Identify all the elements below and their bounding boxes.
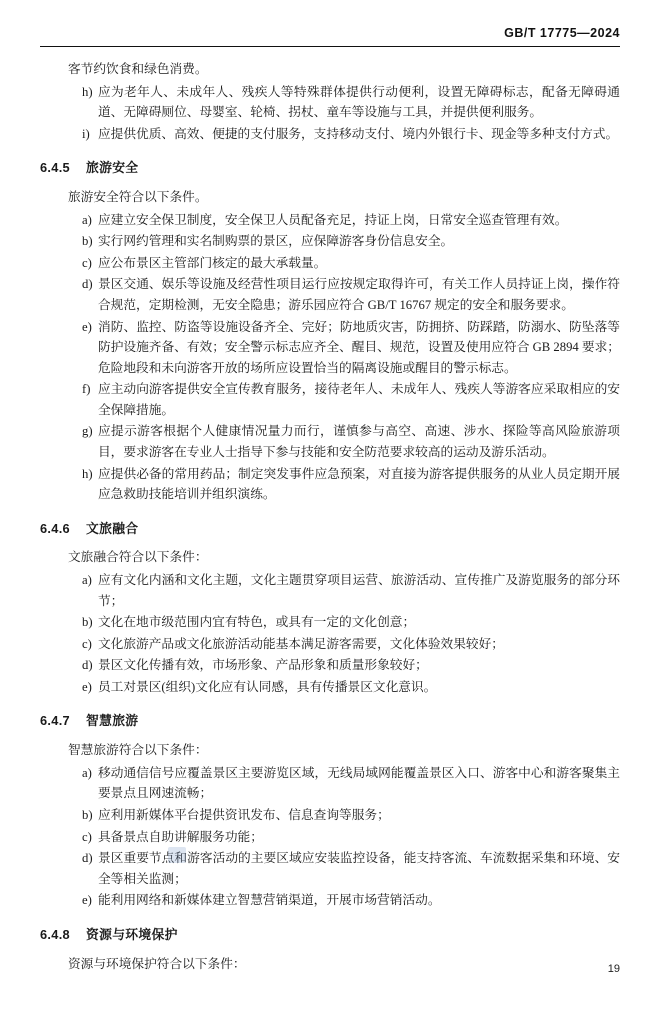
list-text: 文化旅游产品或文化旅游活动能基本满足游客需要，文化体验效果较好； [98,636,504,651]
list-marker: c) [82,255,92,270]
list-item [68,612,620,633]
section-title: 文旅融合 [86,520,139,536]
list-item [68,82,620,123]
list-text: 应主动向游客提供安全宣传教育服务，接待老年人、未成年人、残疾人等游客应采取相应的安全保障措施。 [98,382,620,417]
list-item [68,848,620,889]
list-item [68,464,620,505]
section-list-6-4-6 [68,570,620,697]
section-lead-6-4-7: 智慧旅游符合以下条件： [68,743,208,758]
list-text: 应建立安全保卫制度，安全保卫人员配备充足，持证上岗，日常安全巡查管理有效。 [98,212,568,227]
list-marker: d) [82,658,93,673]
list-marker: d) [82,851,93,866]
list-item [68,210,620,231]
list-text: 景区文化传播有效，市场形象、产品形象和质量形象较好； [98,658,428,673]
list-item [68,677,620,698]
list-item [68,890,620,911]
list-text: 应提示游客根据个人健康情况量力而行，谨慎参与高空、高速、涉水、探险等高风险旅游项目，要求游客在专业人士指导下参与技能和安全防范要求较高的运动及游乐活动。 [98,424,620,459]
continued-list [68,82,620,145]
list-marker: h) [82,84,93,99]
header-divider [40,46,620,47]
section-number: 6.4.5 [40,160,70,176]
list-text: 应提供必备的常用药品；制定突发事件应急预案，对直接为游客提供服务的从业人员定期开展应急救助技能培训并组织演练。 [98,466,620,502]
list-item [68,231,620,252]
section-lead-6-4-8: 资源与环境保护符合以下条件： [68,956,246,971]
list-marker: a) [82,573,92,587]
list-text: 应利用新媒体平台提供资讯发布、信息查询等服务； [98,807,390,822]
list-marker: g) [82,424,93,439]
list-marker: e) [82,893,92,908]
page-body [40,59,620,974]
standard-code: GB/T 17775—2024 [504,26,620,40]
list-item [68,124,620,145]
list-text: 员工对景区(组织)文化应有认同感，具有传播景区文化意识。 [98,679,437,694]
list-item [68,253,620,274]
list-marker: i) [82,126,90,141]
list-marker: e) [82,319,92,334]
page-number: 19 [607,963,620,975]
list-marker: c) [82,636,92,651]
section-lead-6-4-5: 旅游安全符合以下条件。 [68,190,208,205]
section-list-6-4-5 [68,210,620,505]
section-heading-6-4-7 [40,711,620,732]
list-marker: h) [82,466,93,481]
section-title: 旅游安全 [86,160,139,176]
list-text: 文化在地市级范围内宜有特色，或具有一定的文化创意； [98,615,416,630]
list-text: 具备景点自助讲解服务功能； [98,829,263,844]
page-header [40,26,620,40]
list-marker: f) [82,382,91,397]
list-item [68,421,620,462]
section-heading-6-4-5 [40,158,620,179]
section-lead-6-4-6: 文旅融合符合以下条件： [68,550,208,565]
section-list-6-4-7 [68,763,620,911]
continued-paragraph: 客节约饮食和绿色消费。 [68,62,208,76]
list-item [68,379,620,420]
list-text: 消防、监控、防盗等设施设备齐全、完好；防地质灾害，防拥挤、防踩踏，防溺水、防坠落等防护设施齐备、有效；安全警示标志应齐全、醒目、规范，设置及使用应符合 GB 2894 要求；危险地段和未向游客开放的场所应设置恰当的隔离设施或醒目的警示标志。 [98,319,620,375]
list-text: 景区重要节点和游客活动的主要区域应安装监控设备，能支持客流、车流数据采集和环境、安全等相关监测； [98,851,620,886]
list-marker: b) [82,615,93,630]
section-number: 6.4.7 [40,713,70,729]
list-item [68,763,620,804]
list-marker: b) [82,807,93,822]
list-text: 能利用网络和新媒体建立智慧营销渠道，开展市场营销活动。 [98,893,441,908]
list-text: 景区交通、娱乐等设施及经营性项目运行应按规定取得许可，有关工作人员持证上岗，操作符合规范，定期检测，无安全隐患；游乐园应符合 GB/T 16767 规定的安全和服务要求。 [98,277,620,312]
list-text: 应有文化内涵和文化主题，文化主题贯穿项目运营、旅游活动、宣传推广及游览服务的部分环节； [98,573,620,608]
section-heading-6-4-8 [40,925,620,946]
list-marker: e) [82,679,92,694]
list-text: 实行网约管理和实名制购票的景区，应保障游客身份信息安全。 [98,234,454,249]
section-heading-6-4-6 [40,519,620,540]
list-marker: b) [82,234,93,249]
section-title: 资源与环境保护 [86,926,178,942]
section-title: 智慧旅游 [86,713,139,729]
list-item [68,274,620,315]
list-item [68,827,620,848]
list-item [68,634,620,655]
list-marker: a) [82,765,92,780]
list-item [68,805,620,826]
list-marker: d) [82,277,93,292]
section-number: 6.4.8 [40,926,70,942]
list-text: 移动通信信号应覆盖景区主要游览区域，无线局域网能覆盖景区入口、游客中心和游客聚集主要景点且网速流畅； [98,765,620,801]
list-item [68,570,620,611]
list-marker: c) [82,829,92,844]
list-text: 应公布景区主管部门核定的最大承载量。 [98,255,327,270]
list-text: 应为老年人、未成年人、残疾人等特殊群体提供行动便利，设置无障碍标志，配备无障碍通道、无障碍厕位、母婴室、轮椅、拐杖、童车等设施与工具，并提供便利服务。 [98,84,620,120]
list-text: 应提供优质、高效、便捷的支付服务，支持移动支付、境内外银行卡、现金等多种支付方式。 [98,126,619,141]
list-item [68,655,620,676]
section-number: 6.4.6 [40,520,70,536]
list-item [68,317,620,379]
list-marker: a) [82,212,92,227]
